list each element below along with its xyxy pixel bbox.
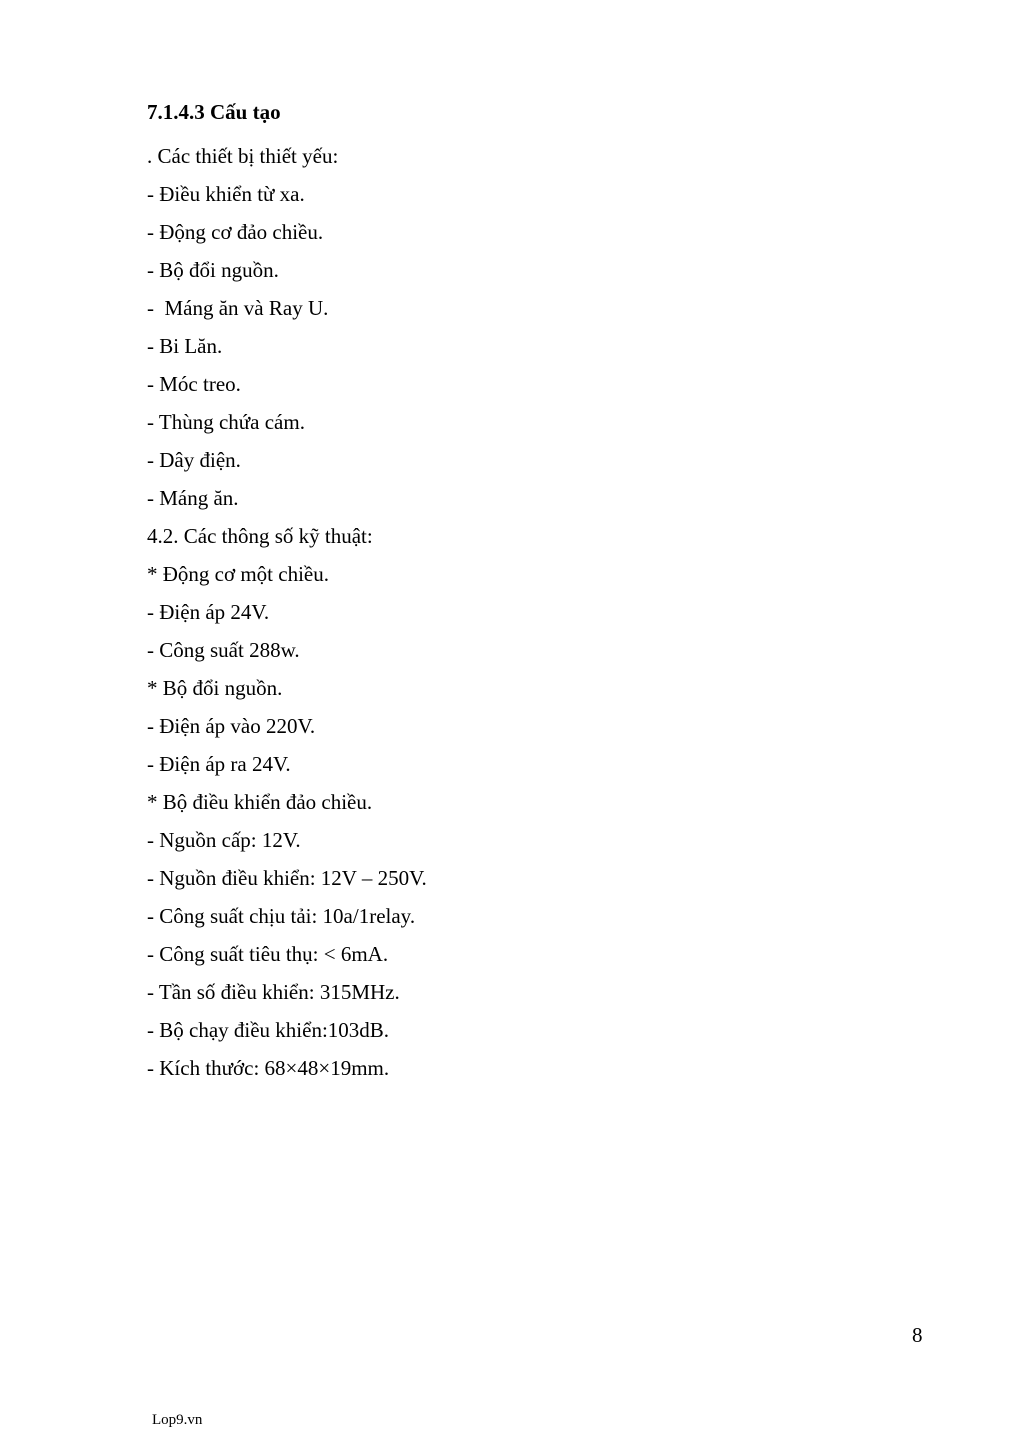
text-line: - Móc treo.	[147, 372, 241, 396]
text-line: * Bộ điều khiển đảo chiều.	[147, 790, 373, 814]
text-line: - Kích thước: 68×48×19mm.	[147, 1056, 390, 1080]
footer-text: Lop9.vn	[152, 1412, 203, 1428]
text-line: - Công suất tiêu thụ: < 6mA.	[147, 942, 389, 966]
text-line: 4.2. Các thông số kỹ thuật:	[147, 524, 373, 548]
text-line: - Điện áp 24V.	[147, 600, 270, 624]
text-line: - Nguồn cấp: 12V.	[147, 828, 301, 852]
text-line: - Điều khiển từ xa.	[147, 182, 305, 206]
content-lines	[147, 137, 427, 1087]
text-line: - Công suất chịu tải: 10a/1relay.	[147, 904, 416, 928]
text-line: - Bi Lăn.	[147, 334, 223, 358]
text-line: * Bộ đổi nguồn.	[147, 676, 283, 700]
text-line: - Tần số điều khiển: 315MHz.	[147, 980, 400, 1004]
text-line: - Máng ăn và Ray U.	[147, 296, 329, 320]
text-line: . Các thiết bị thiết yếu:	[147, 144, 339, 168]
text-line: - Bộ chạy điều khiển:103dB.	[147, 1018, 390, 1042]
text-line: - Dây điện.	[147, 448, 241, 472]
text-line: - Công suất 288w.	[147, 638, 300, 662]
page-number: 8	[912, 1323, 923, 1347]
text-line: - Điện áp vào 220V.	[147, 714, 316, 738]
text-line: - Bộ đổi nguồn.	[147, 258, 279, 282]
text-line: - Thùng chứa cám.	[147, 410, 305, 434]
text-line: - Máng ăn.	[147, 486, 239, 510]
text-line: * Động cơ một chiều.	[147, 562, 329, 586]
text-line: - Động cơ đảo chiều.	[147, 220, 324, 244]
text-line: - Nguồn điều khiển: 12V – 250V.	[147, 866, 427, 890]
section-heading: 7.1.4.3 Cấu tạo	[147, 100, 281, 124]
text-line: - Điện áp ra 24V.	[147, 752, 291, 776]
